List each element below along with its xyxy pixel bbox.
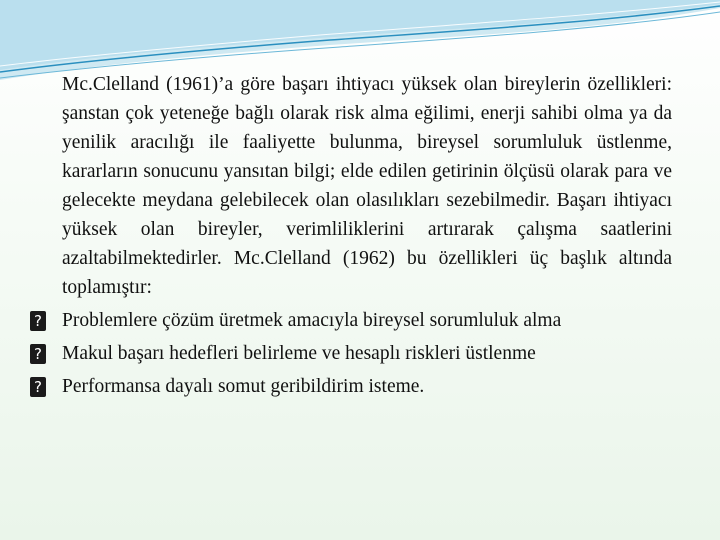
bullet-text: Problemlere çözüm üretmek amacıyla bireysel sorumluluk alma xyxy=(62,310,562,331)
bullet-item xyxy=(30,302,672,335)
bullet-icon xyxy=(30,372,62,401)
bullet-item xyxy=(30,368,672,401)
bullet-icon xyxy=(30,306,62,335)
bullet-glyph: ? xyxy=(30,311,46,331)
bullet-glyph: ? xyxy=(30,344,46,364)
bullet-icon xyxy=(30,339,62,368)
intro-paragraph: Mc.Clelland (1961)’a göre başarı ihtiyacı yüksek olan bireylerin özellikleri: şanstan çok yeteneğe bağlı olarak risk alma eğilimi, enerji sahibi olma ya da yenilik aracılığı ile faaliyette bulunma, bireysel sorumluluk üstlenme, kararların sonucunu yansıtan bilgi; elde edilen getirinin ölçüsü olarak para ve gelecekte meydana gelebilecek olan olasılıkları sezebilmedir. Başarı ihtiyacı yüksek olan bireyler, verimliliklerini artırarak çalışma saatlerini azaltabilmektedirler. Mc.Clelland (1962) bu özellikleri üç başlık altında toplamıştır: xyxy=(62,74,672,298)
bullet-text: Performansa dayalı somut geribildirim isteme. xyxy=(62,376,425,397)
bullet-text: Makul başarı hedefleri belirleme ve hesaplı riskleri üstlenme xyxy=(62,343,536,364)
slide-content xyxy=(30,70,672,401)
bullet-item xyxy=(30,335,672,368)
bullet-glyph: ? xyxy=(30,377,46,397)
